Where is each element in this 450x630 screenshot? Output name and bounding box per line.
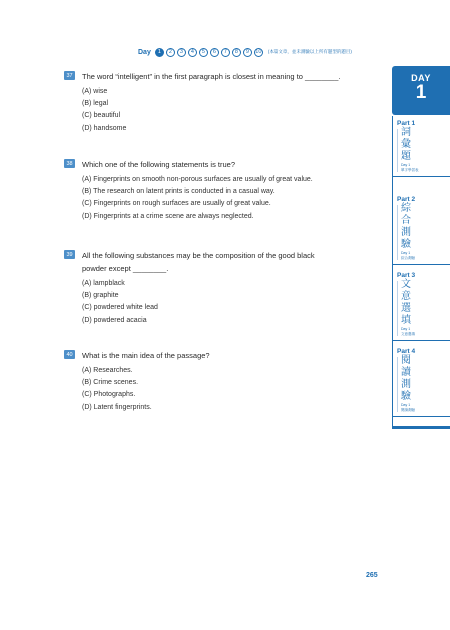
- sidebar-rail-end: [392, 426, 450, 429]
- question-stem-line: All the following substances may be the composition of the good black: [82, 251, 315, 260]
- part-separator: [392, 340, 450, 341]
- question-stem-line: What is the main idea of the passage?: [82, 351, 210, 360]
- day-circle[interactable]: 9: [243, 48, 252, 57]
- question-block: [64, 249, 386, 327]
- question-stem: [82, 158, 235, 171]
- day-circle[interactable]: 4: [188, 48, 197, 57]
- part-char: 讀: [401, 367, 411, 378]
- day-tab[interactable]: [392, 66, 450, 115]
- day-circle[interactable]: 6: [210, 48, 219, 57]
- question-stem: [82, 70, 340, 83]
- part-char: 驗: [401, 391, 411, 402]
- answer-option[interactable]: (D) Latent fingerprints.: [82, 403, 152, 411]
- part-meta: 閱讀測驗: [401, 407, 415, 412]
- header-note: (本篇文章，並未測驗以上所有題型的題目): [267, 49, 352, 54]
- answer-option[interactable]: (D) handsome: [82, 124, 127, 132]
- day-tab-number: 1: [415, 82, 427, 103]
- answer-option[interactable]: (A) Researches.: [82, 367, 133, 374]
- question-stem-line: powder except ________.: [82, 264, 169, 273]
- answer-option[interactable]: (A) Fingerprints on smooth non-porous surfaces are usually of great value.: [82, 176, 313, 183]
- part-meta: Day 1: [401, 163, 411, 167]
- question-block: [64, 158, 386, 223]
- day-circle[interactable]: 1: [155, 48, 164, 57]
- part-char: 文: [401, 279, 411, 290]
- page-number: 265: [366, 572, 378, 579]
- answer-options: [82, 174, 386, 223]
- part-char: 閱: [401, 355, 411, 366]
- day-label: Day: [138, 48, 151, 56]
- answer-option[interactable]: (C) beautiful: [82, 112, 121, 120]
- question-stem: [82, 349, 210, 362]
- answer-option[interactable]: (D) powdered acacia: [82, 316, 147, 324]
- part-meta: 綜合測驗: [401, 255, 415, 260]
- part-char: 彙: [401, 139, 411, 150]
- question-number-badge: 37: [64, 71, 75, 80]
- answer-option[interactable]: (B) graphite: [82, 292, 119, 300]
- day-circle[interactable]: 5: [199, 48, 208, 57]
- question-block: [64, 349, 386, 414]
- question-number-badge: 38: [64, 159, 75, 168]
- answer-option[interactable]: (B) The research on latent prints is conducted in a casual way.: [82, 188, 275, 196]
- question-stem: [82, 249, 315, 275]
- part-meta: Day 1: [401, 403, 411, 407]
- part-char: 驗: [401, 239, 411, 250]
- answer-options: [82, 86, 386, 135]
- answer-options: [82, 278, 386, 327]
- part-title: Part 3: [397, 272, 416, 279]
- answer-option[interactable]: (A) lampblack: [82, 280, 125, 287]
- part-title: Part 4: [397, 348, 416, 355]
- question-stem-row: [64, 349, 386, 362]
- day-circle[interactable]: 2: [166, 48, 175, 57]
- day-tab-word: DAY: [411, 73, 431, 83]
- part-guide-line: [397, 129, 398, 172]
- part-guide-line: [397, 205, 398, 260]
- answer-option[interactable]: (D) Fingerprints at a crime scene are always neglected.: [82, 212, 254, 220]
- day-circle[interactable]: 7: [221, 48, 230, 57]
- part-separator: [392, 264, 450, 265]
- answer-option[interactable]: (A) wise: [82, 88, 108, 95]
- part-meta: Day 1: [401, 251, 411, 255]
- sidebar-part-1[interactable]: [397, 120, 446, 172]
- part-char: 選: [401, 303, 411, 314]
- question-block: [64, 70, 386, 135]
- sidebar-part-4[interactable]: [397, 348, 446, 412]
- question-stem-row: [64, 70, 386, 83]
- part-meta: 文意選填: [401, 331, 415, 336]
- part-char: 綜: [401, 203, 411, 214]
- sidebar-part-3[interactable]: [397, 272, 446, 336]
- question-number-badge: 40: [64, 350, 75, 359]
- part-char: 題: [401, 151, 411, 162]
- part-char: 測: [401, 379, 411, 390]
- day-circle[interactable]: 3: [177, 48, 186, 57]
- question-stem-line: Which one of the following statements is true?: [82, 160, 235, 169]
- sidebar-part-2[interactable]: [397, 196, 446, 260]
- day-circle[interactable]: 8: [232, 48, 241, 57]
- part-meta: 單字學習表: [401, 167, 419, 172]
- part-char: 意: [401, 291, 411, 302]
- part-char: 詞: [401, 127, 411, 138]
- question-stem-row: [64, 158, 386, 171]
- question-number-badge: 39: [64, 250, 75, 259]
- day-progress-bar: [138, 45, 352, 59]
- part-title: Part 1: [397, 120, 416, 127]
- part-char: 填: [401, 315, 411, 326]
- part-meta: Day 1: [401, 327, 411, 331]
- part-char: 合: [401, 215, 411, 226]
- answer-option[interactable]: (C) powdered white lead: [82, 304, 158, 312]
- part-separator: [392, 416, 450, 417]
- answer-options: [82, 365, 386, 414]
- part-guide-line: [397, 281, 398, 336]
- question-stem-row: [64, 249, 386, 275]
- part-separator: [392, 176, 450, 177]
- part-char: 測: [401, 227, 411, 238]
- day-circles: [155, 48, 263, 57]
- answer-option[interactable]: (C) Fingerprints on rough surfaces are usually of great value.: [82, 200, 271, 208]
- day-circle[interactable]: 10: [255, 49, 262, 55]
- part-title: Part 2: [397, 196, 416, 203]
- answer-option[interactable]: (B) legal: [82, 100, 109, 108]
- part-guide-line: [397, 357, 398, 412]
- question-stem-line: The word “intelligent” in the first paragraph is closest in meaning to ________.: [82, 72, 341, 81]
- answer-option[interactable]: (C) Photographs.: [82, 391, 136, 399]
- answer-option[interactable]: (B) Crime scenes.: [82, 379, 139, 387]
